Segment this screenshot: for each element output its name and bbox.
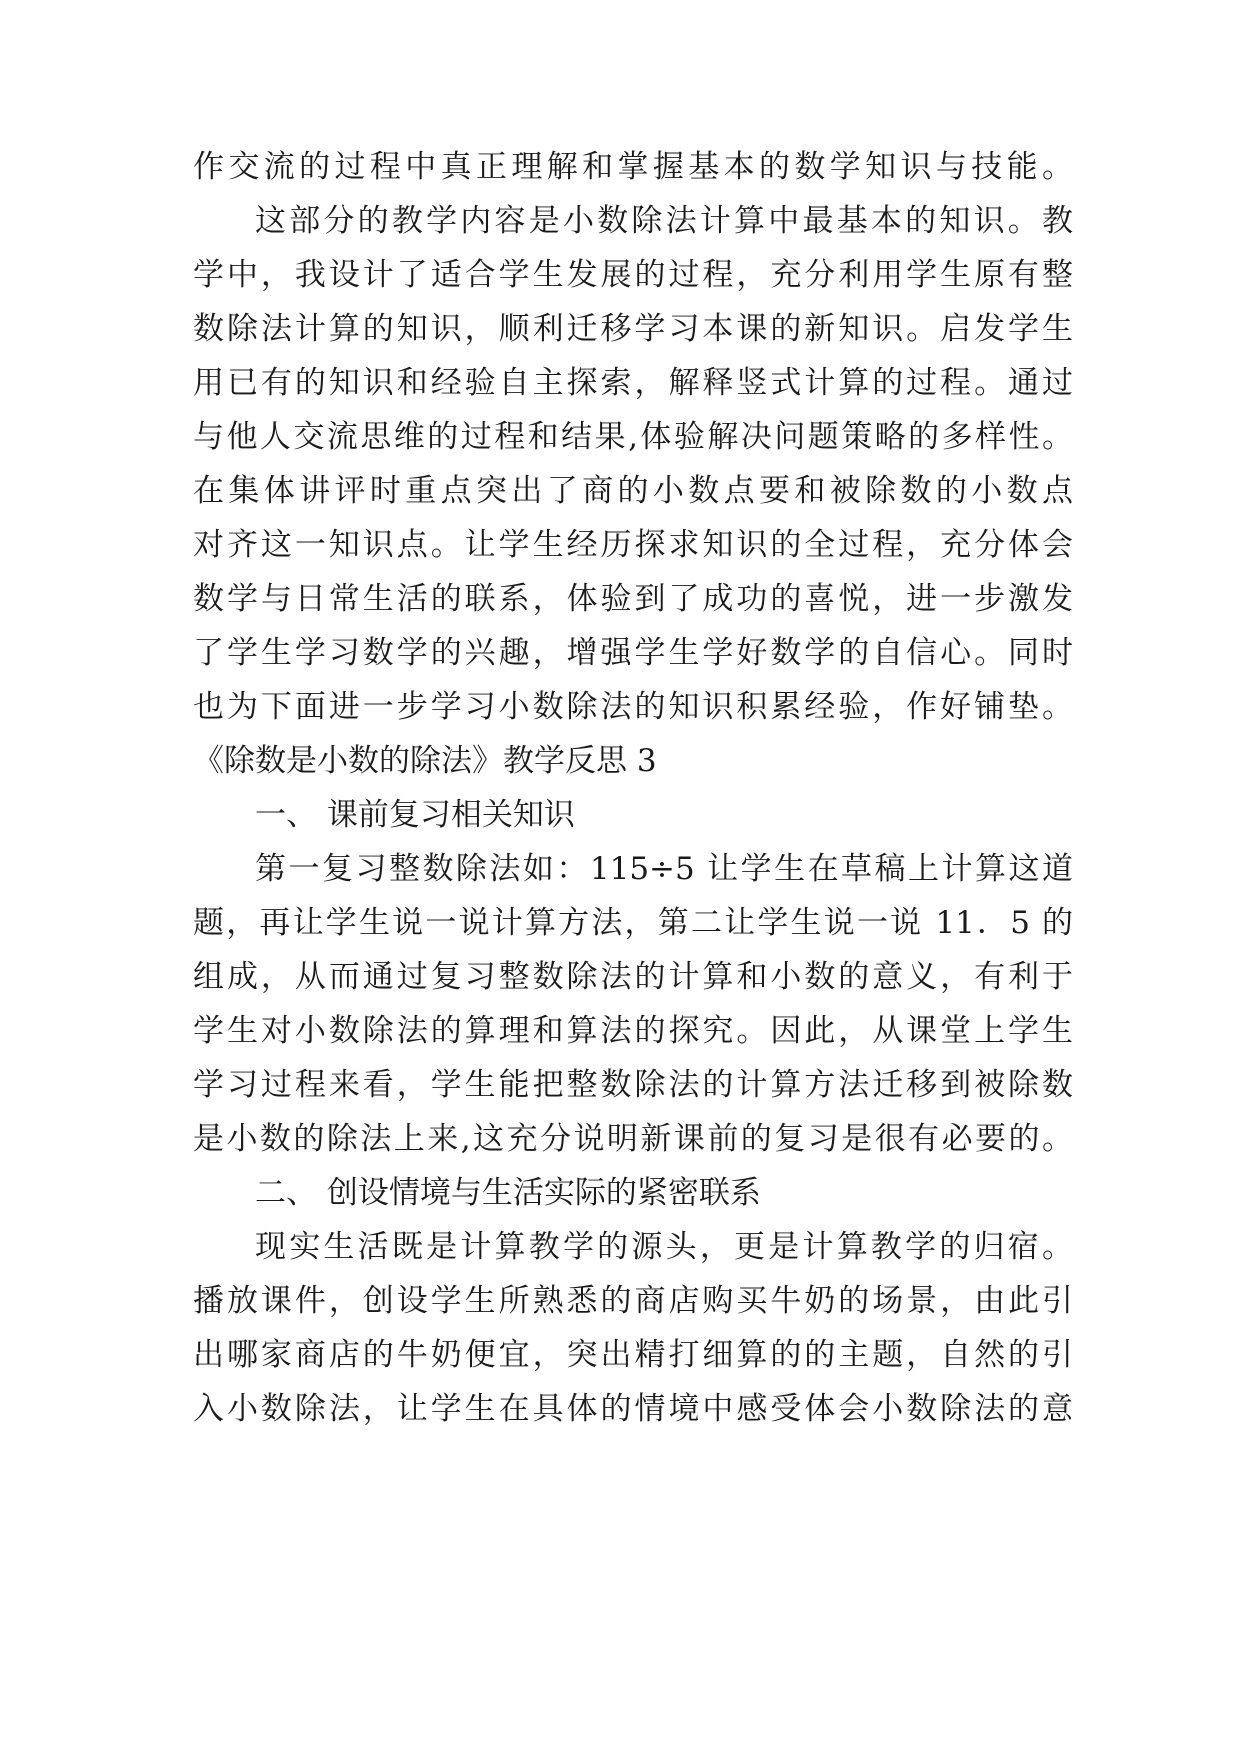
- body-text-line: 在集体讲评时重点突出了商的小数点要和被除数的小数点: [193, 473, 1073, 509]
- body-text-line: 播放课件，创设学生所熟悉的商店购买牛奶的场景，由此引: [193, 1283, 1073, 1319]
- body-text-line: 是小数的除法上来,这充分说明新课前的复习是很有必要的。: [193, 1121, 1073, 1157]
- body-text-line: 数除法计算的知识，顺利迁移学习本课的新知识。启发学生: [193, 311, 1073, 347]
- body-text-line: 学中，我设计了适合学生发展的过程，充分利用学生原有整: [193, 257, 1073, 293]
- body-text-line: 对齐这一知识点。让学生经历探求知识的全过程，充分体会: [193, 527, 1073, 563]
- paragraph-start-line: 这部分的教学内容是小数除法计算中最基本的知识。教: [255, 203, 1073, 239]
- body-text-line: 了学生学习数学的兴趣，增强学生学好数学的自信心。同时: [193, 635, 1073, 671]
- body-text-line: 入小数除法，让学生在具体的情境中感受体会小数除法的意: [193, 1391, 1073, 1427]
- body-text-line: 出哪家商店的牛奶便宜，突出精打细算的的主题，自然的引: [193, 1337, 1073, 1373]
- body-text-line: 学习过程来看，学生能把整数除法的计算方法迁移到被除数: [193, 1067, 1073, 1103]
- body-text-line: 与他人交流思维的过程和结果,体验解决问题策略的多样性。: [193, 419, 1073, 455]
- body-text-line: 也为下面进一步学习小数除法的知识积累经验，作好铺垫。: [193, 689, 1073, 725]
- paragraph-start-line: 第一复习整数除法如：115÷5 让学生在草稿上计算这道: [255, 851, 1073, 887]
- body-text-line: 作交流的过程中真正理解和掌握基本的数学知识与技能。: [193, 149, 1073, 185]
- body-text-line: 用已有的知识和经验自主探索，解释竖式计算的过程。通过: [193, 365, 1073, 401]
- paragraph-start-line: 现实生活既是计算教学的源头，更是计算教学的归宿。: [255, 1229, 1073, 1265]
- subsection-heading: 一、 课前复习相关知识: [255, 797, 575, 833]
- body-text-line: 题，再让学生说一说计算方法，第二让学生说一说 11．5 的: [193, 905, 1073, 941]
- subsection-heading: 二、 创设情境与生活实际的紧密联系: [255, 1175, 761, 1211]
- body-text-line: 学生对小数除法的算理和算法的探究。因此，从课堂上学生: [193, 1013, 1073, 1049]
- body-text-line: 组成，从而通过复习整数除法的计算和小数的意义，有利于: [193, 959, 1073, 995]
- body-text-line: 数学与日常生活的联系，体验到了成功的喜悦，进一步激发: [193, 581, 1073, 617]
- section-title: 《除数是小数的除法》教学反思 3: [193, 743, 657, 779]
